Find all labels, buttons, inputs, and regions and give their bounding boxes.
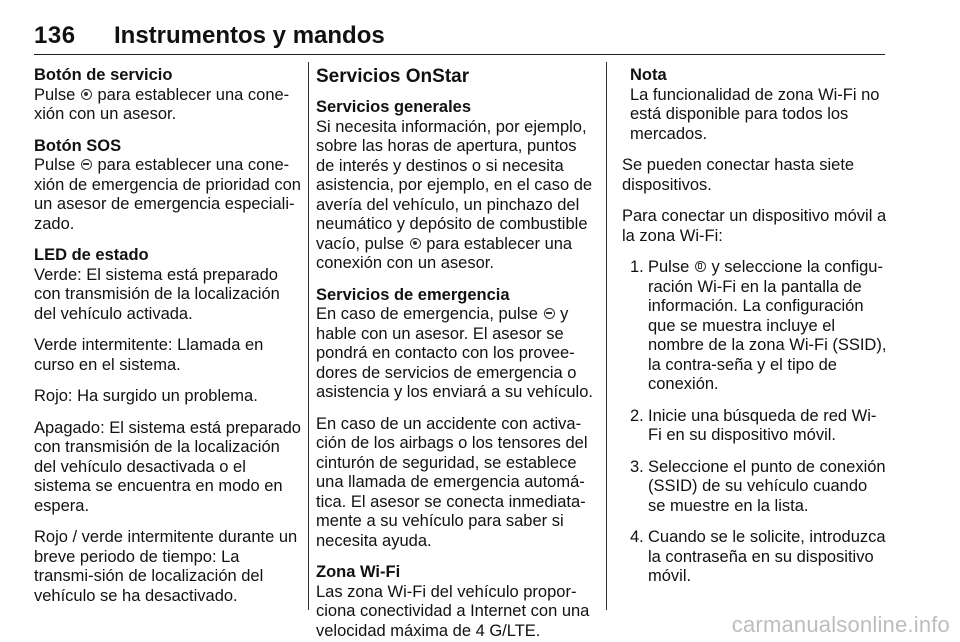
sos-button-text: Pulse para establecer una cone-xión de emergencia de prioridad con un asesor de emergencia especiali-zado.: [34, 156, 301, 233]
sos-button-heading: Botón SOS: [34, 136, 122, 155]
emergency-services-heading: Servicios de emergencia: [316, 285, 510, 304]
note-text: La funcionalidad de zona Wi-Fi no está disponible para todos los mercados.: [630, 85, 880, 143]
status-led-heading: LED de estado: [34, 246, 149, 264]
column-divider-1: [308, 62, 309, 610]
led-paragraph: Verde: El sistema está preparado con transmisión de la localización del vehículo activada.: [34, 265, 280, 323]
emergency-services-section: [316, 286, 594, 552]
wifi-text: Las zona Wi-Fi del vehículo propor-ciona conectividad a Internet con una velocidad máxima de 4 G/LTE.: [316, 582, 590, 640]
connect-steps: [622, 258, 888, 587]
chapter-title: Instrumentos y mandos: [114, 22, 385, 49]
list-item: 4. Cuando se le solicite, introduzca la contraseña en su dispositivo móvil.: [630, 528, 886, 585]
note-heading: Nota: [630, 66, 667, 84]
service-button-section: [34, 66, 302, 125]
devices-paragraph: Se pueden conectar hasta siete dispositivos.: [622, 156, 855, 194]
column-1: [34, 66, 302, 618]
led-paragraph: Rojo / verde intermitente durante un breve periodo de tiempo: La transmi-sión de localización del vehículo se ha desactivado.: [34, 528, 298, 605]
onstar-wifi-icon: [695, 261, 706, 272]
led-paragraph: Verde intermitente: Llamada en curso en el sistema.: [34, 336, 264, 374]
status-led-section: [34, 246, 302, 606]
column-2: [316, 66, 594, 641]
emergency-accident-text: En caso de un accidente con activa-ción de los airbags o los tensores del cinturón de seguridad, se establece una llamada de emergencia automá-tica. El asesor se conecta inmediata-mente a su vehículo para saber si necesita ayuda.: [316, 414, 588, 550]
wifi-heading: Zona Wi-Fi: [316, 563, 401, 581]
connect-intro-paragraph: Para conectar un dispositivo móvil a la zona Wi-Fi:: [622, 207, 887, 245]
general-services-heading: Servicios generales: [316, 98, 472, 116]
list-item: 1. Pulse y seleccione la configu-ración Wi-Fi en la pantalla de información. La configuración que se muestra incluye el nombre de la zona Wi-Fi (SSID), la contra-seña y el tipo de conexión.: [630, 258, 887, 393]
service-button-heading: Botón de servicio: [34, 66, 173, 84]
wifi-section: [316, 563, 594, 641]
onstar-service-icon: [81, 89, 92, 100]
list-item: 3. Seleccione el punto de conexión (SSID) de su vehículo cuando se muestre en la lista.: [630, 457, 886, 515]
page-header: [34, 22, 885, 55]
column-3: [622, 66, 888, 599]
sos-icon: [544, 308, 555, 319]
column-divider-2: [606, 62, 607, 610]
emergency-text: En caso de emergencia, pulse y hable con un asesor. El asesor se pondrá en contacto con los provee-dores de servicios de emergencia o asistencia y los enviará a su vehículo.: [316, 305, 593, 401]
onstar-services-heading: Servicios OnStar: [316, 66, 470, 87]
sos-icon: [81, 159, 92, 170]
general-services-section: [316, 98, 594, 274]
sos-button-section: [34, 137, 302, 235]
list-item: 2. Inicie una búsqueda de red Wi-Fi en su dispositivo móvil.: [630, 406, 877, 444]
page-number: 136: [34, 22, 76, 49]
service-button-text: Pulse para establecer una cone-xión con un asesor.: [34, 85, 290, 123]
onstar-service-icon: [410, 238, 421, 249]
general-services-text: Si necesita información, por ejemplo, sobre las horas de apertura, puntos de interés y destinos o si necesita asistencia, por ejemplo, en el caso de avería del vehículo, un pinchazo del neumático y depósito de combustible vacío, pulse para establecer una conexión con un asesor.: [316, 117, 593, 272]
led-paragraph: Rojo: Ha surgido un problema.: [34, 387, 258, 405]
led-paragraph: Apagado: El sistema está preparado con transmisión de la localización del vehículo desactivada o el sistema se encuentra en modo en espera.: [34, 418, 301, 515]
watermark: carmanualsonline.info: [731, 612, 950, 637]
note-box: [622, 66, 888, 144]
